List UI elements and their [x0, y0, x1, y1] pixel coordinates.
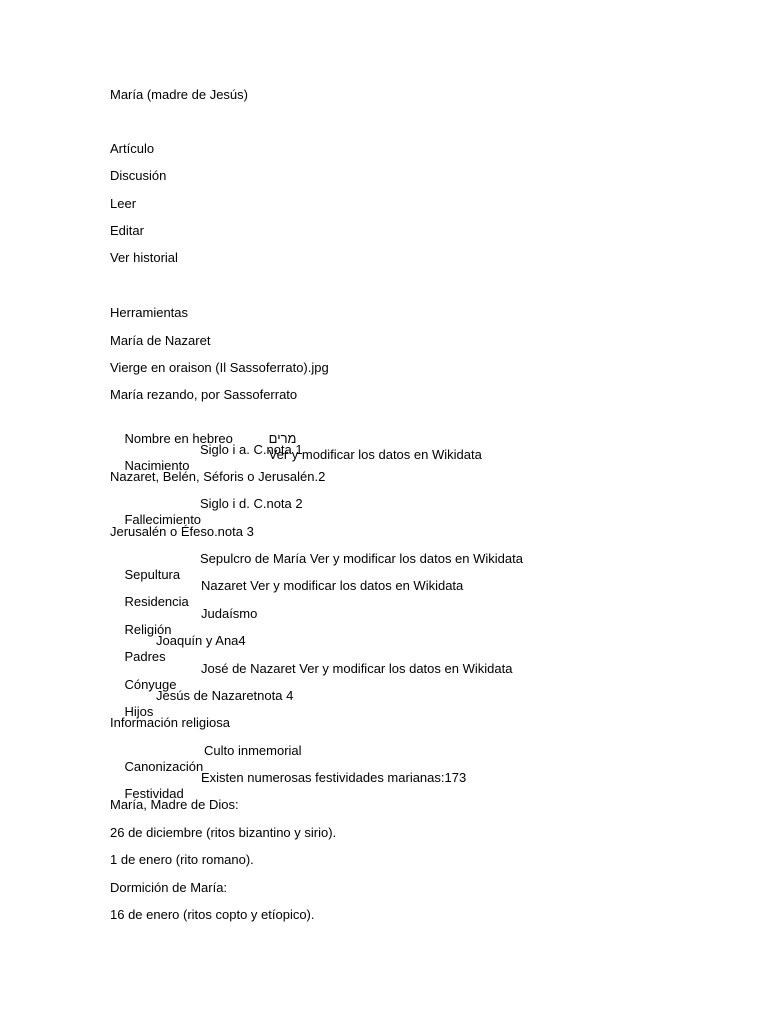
image-file-link[interactable]: Vierge en oraison (Il Sassoferrato).jpg: [110, 360, 329, 375]
birth-value: Siglo i a. C.nota 1: [200, 442, 303, 457]
spouse-value[interactable]: José de Nazaret Ver y modificar los datos en Wikidata: [201, 661, 513, 676]
row-label: Canonización: [124, 759, 204, 774]
row-label: Festividad: [124, 786, 184, 801]
row-label: Padres: [124, 649, 166, 664]
row-label: Religión: [124, 622, 172, 637]
row-label: Residencia: [124, 594, 189, 609]
row-label: Fallecimiento: [124, 512, 202, 527]
row-label: Nacimiento: [124, 458, 190, 473]
feast-value: Existen numerosas festividades marianas:173: [201, 770, 467, 785]
burial-value[interactable]: Sepulcro de María Ver y modificar los datos en Wikidata: [200, 551, 523, 566]
religious-info-heading: Información religiosa: [110, 715, 230, 730]
children-value[interactable]: Jesús de Nazaretnota 4: [156, 688, 294, 703]
parents-value[interactable]: Joaquín y Ana4: [156, 633, 246, 648]
death-value: Siglo i d. C.nota 2: [200, 496, 303, 511]
feast-item: 1 de enero (rito romano).: [110, 852, 254, 867]
row-label: Hijos: [124, 704, 154, 719]
birth-place: Nazaret, Belén, Séforis o Jerusalén.2: [110, 469, 326, 484]
feast-item: María, Madre de Dios:: [110, 797, 239, 812]
canonization-value: Culto inmemorial: [204, 743, 302, 758]
row-label: Cónyuge: [124, 677, 177, 692]
image-caption: María rezando, por Sassoferrato: [110, 387, 298, 402]
feast-item: 16 de enero (ritos copto y etíopico).: [110, 907, 315, 922]
residence-value[interactable]: Nazaret Ver y modificar los datos en Wikidata: [201, 578, 464, 593]
tab-discussion[interactable]: Discusión: [110, 168, 167, 183]
hebrew-name-value: מרים: [268, 431, 297, 446]
row-label: Nombre en hebreo: [124, 431, 233, 446]
page-title: María (madre de Jesús): [110, 87, 248, 102]
tab-read[interactable]: Leer: [110, 196, 137, 211]
death-place: Jerusalén o Éfeso.nota 3: [110, 524, 254, 539]
infobox-heading: María de Nazaret: [110, 333, 211, 348]
religion-value: Judaísmo: [201, 606, 258, 621]
feast-item: Dormición de María:: [110, 880, 228, 895]
feast-item: 26 de diciembre (ritos bizantino y sirio).: [110, 825, 337, 840]
tab-article[interactable]: Artículo: [110, 141, 155, 156]
tools-menu[interactable]: Herramientas: [110, 305, 189, 320]
wikidata-edit-link[interactable]: Ver y modificar los datos en Wikidata: [268, 447, 482, 462]
row-label: Sepultura: [124, 567, 181, 582]
tab-edit[interactable]: Editar: [110, 223, 144, 238]
tab-history[interactable]: Ver historial: [110, 250, 178, 265]
